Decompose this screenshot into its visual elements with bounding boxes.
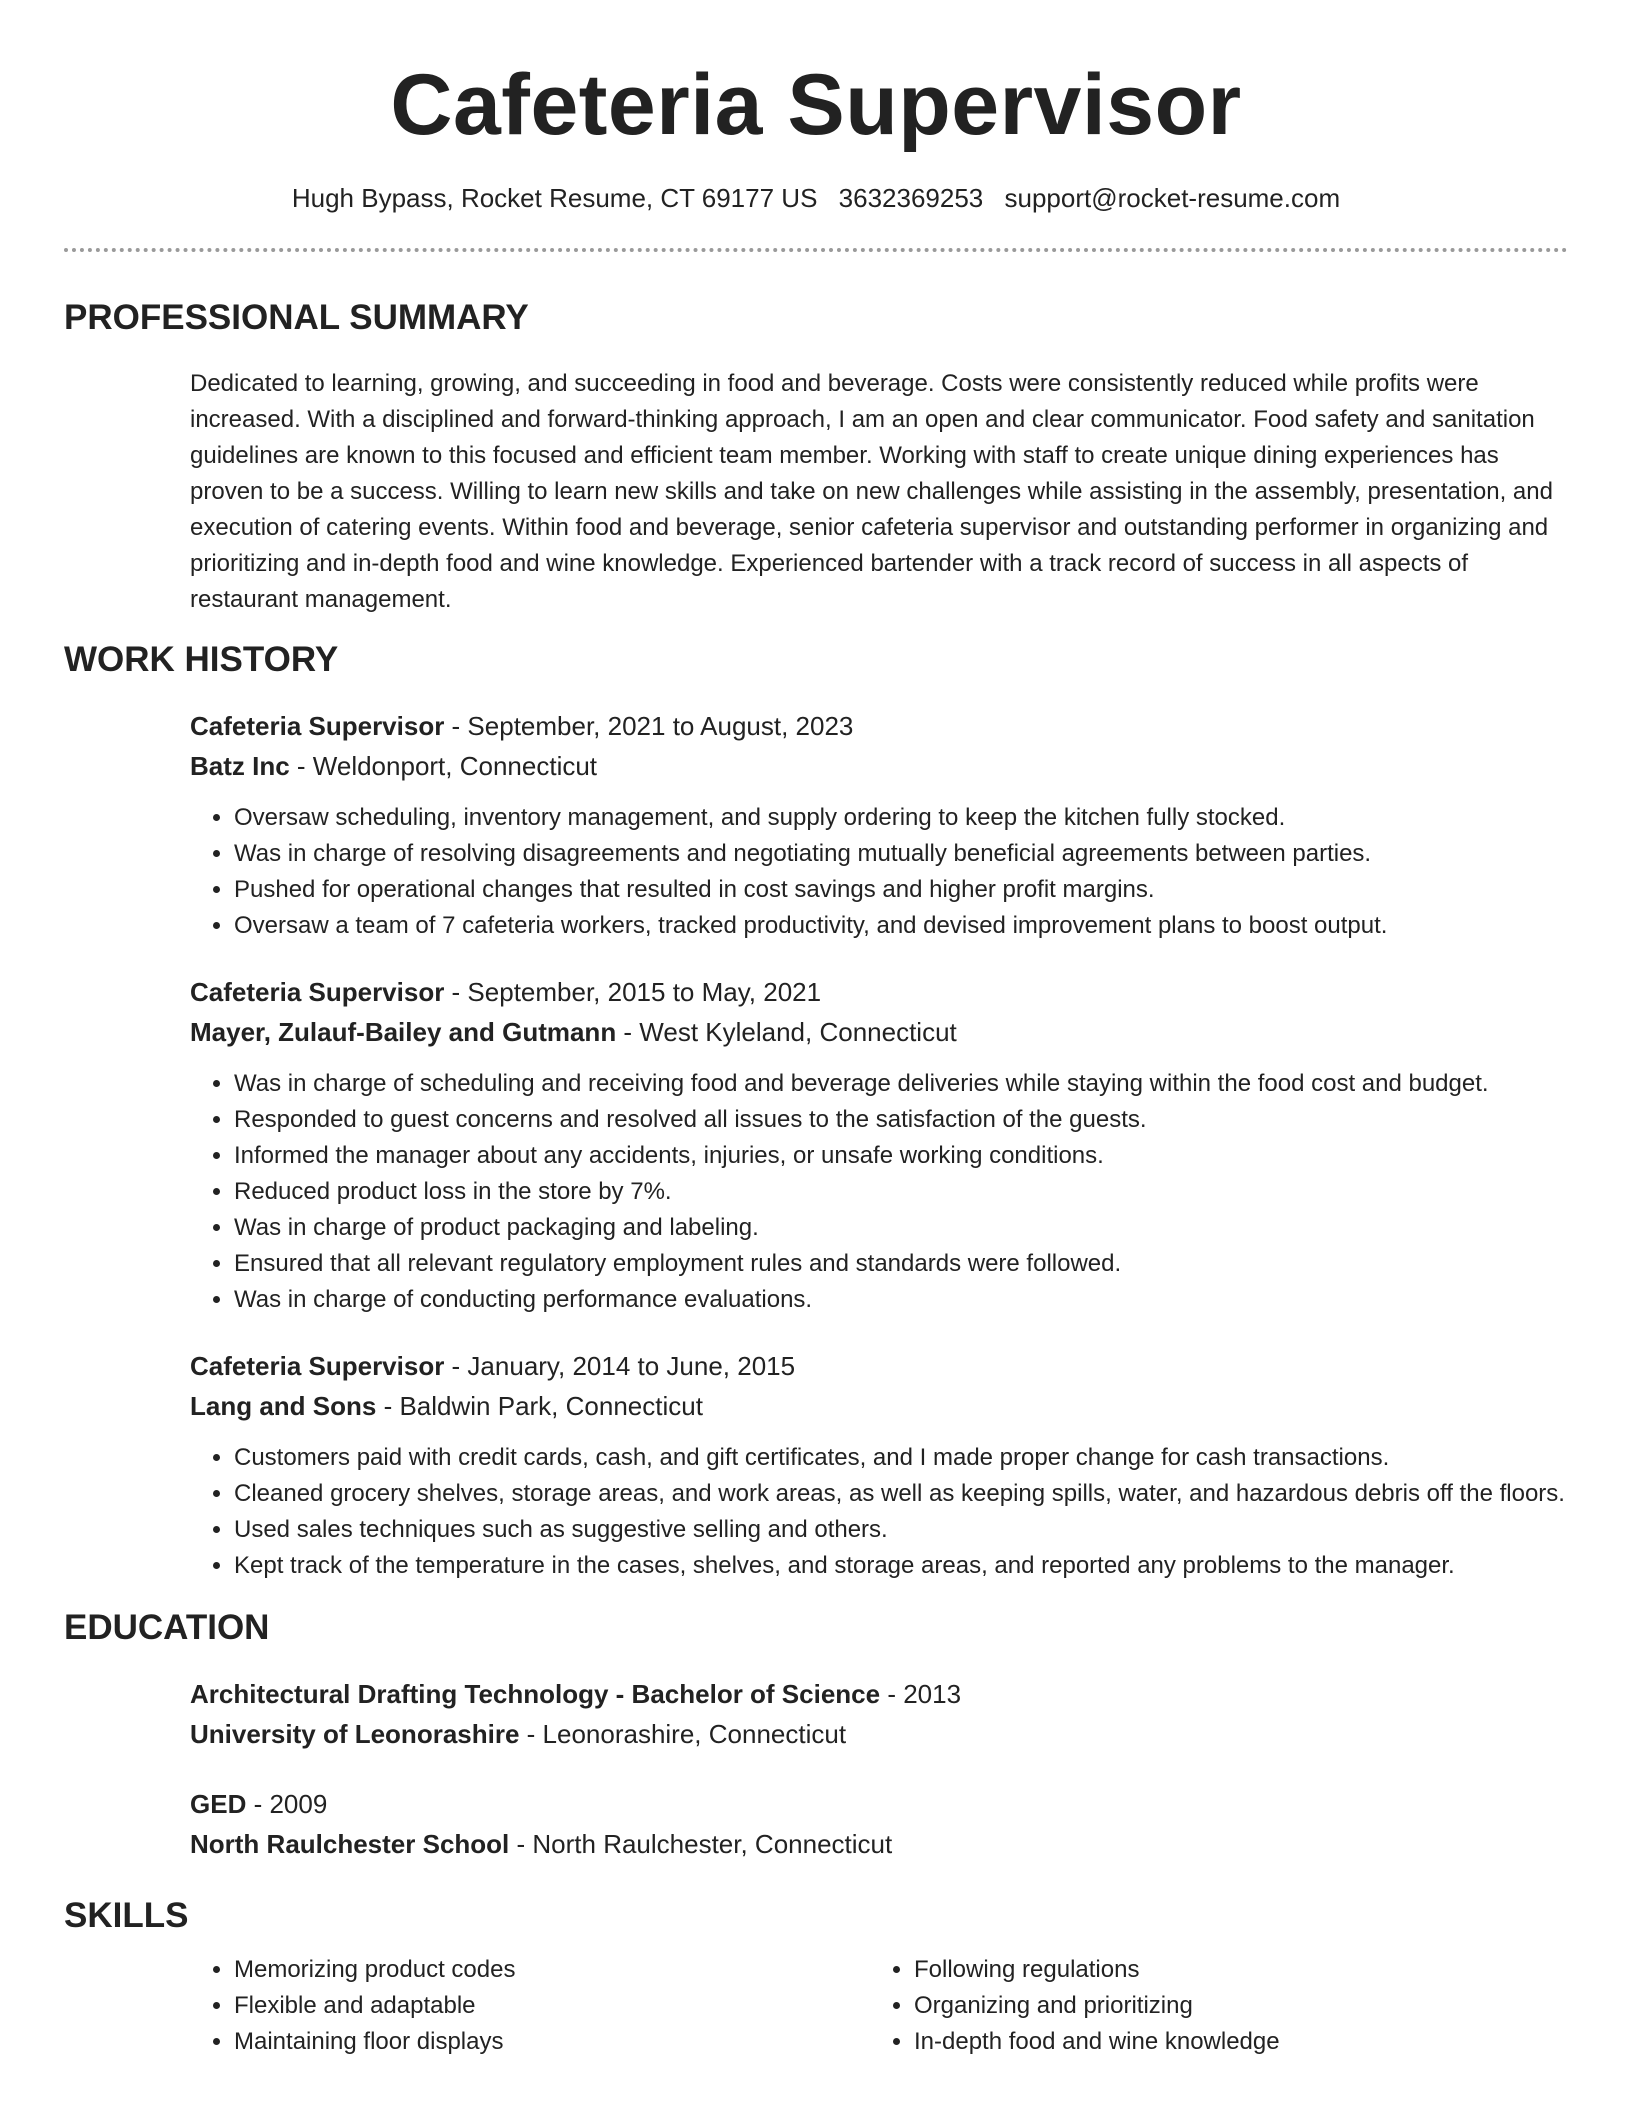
education-degree-line (190, 1784, 1568, 1824)
list-item: • Was in charge of conducting performance evaluations. (234, 1282, 1568, 1318)
education-school-line (190, 1824, 1568, 1864)
section-education (64, 1606, 1568, 1864)
skill-item: • Maintaining floor displays (234, 2024, 870, 2060)
list-item: • Informed the manager about any accidents, injuries, or unsafe working conditions. (234, 1138, 1568, 1174)
job-location: - Baldwin Park, Connecticut (376, 1391, 703, 1421)
skill-item: • Memorizing product codes (234, 1952, 870, 1988)
job-company: Mayer, Zulauf-Bailey and Gutmann (190, 1017, 617, 1047)
section-skills (64, 1894, 1568, 2060)
list-item: • Used sales techniques such as suggestive selling and others. (234, 1512, 1568, 1548)
list-item: • Cleaned grocery shelves, storage areas, and work areas, as well as keeping spills, water, and hazardous debris off the floors. (234, 1476, 1568, 1512)
section-title-summary: PROFESSIONAL SUMMARY (64, 298, 529, 337)
list-item: • Pushed for operational changes that resulted in cost savings and higher profit margins. (234, 872, 1568, 908)
job-entry (190, 972, 1568, 1318)
list-item: • Was in charge of product packaging and labeling. (234, 1210, 1568, 1246)
skill-item: • Following regulations (914, 1952, 1550, 1988)
list-item: • Was in charge of scheduling and receiving food and beverage deliveries while staying within the food cost and budget. (234, 1066, 1568, 1102)
education-entry (190, 1674, 1568, 1754)
job-dates: - January, 2014 to June, 2015 (444, 1351, 796, 1381)
education-degree: Architectural Drafting Technology - Bachelor of Science (190, 1679, 881, 1709)
list-item: • Responded to guest concerns and resolved all issues to the satisfaction of the guests. (234, 1102, 1568, 1138)
section-work-history (64, 638, 1568, 1584)
list-item: • Oversaw a team of 7 cafeteria workers, tracked productivity, and devised improvement plans to boost output. (234, 908, 1568, 944)
education-year: - 2013 (880, 1679, 962, 1709)
skills-list-right (870, 1952, 1550, 2060)
education-location: - North Raulchester, Connecticut (509, 1829, 893, 1859)
list-item: • Oversaw scheduling, inventory management, and supply ordering to keep the kitchen fully stocked. (234, 800, 1568, 836)
list-item: • Kept track of the temperature in the cases, shelves, and storage areas, and reported any problems to the manager. (234, 1548, 1568, 1584)
skills-list-left (190, 1952, 870, 2060)
job-entry (190, 1346, 1568, 1584)
header-divider (64, 248, 1568, 252)
job-title-line (190, 972, 1568, 1012)
job-position: Cafeteria Supervisor (190, 977, 445, 1007)
job-company-line (190, 1012, 1568, 1052)
job-bullets (190, 1440, 1568, 1584)
job-position: Cafeteria Supervisor (190, 1351, 445, 1381)
skills-column-left (190, 1952, 870, 2060)
job-bullets (190, 1066, 1568, 1318)
job-company: Lang and Sons (190, 1391, 377, 1421)
job-dates: - September, 2015 to May, 2021 (444, 977, 822, 1007)
contact-email: support@rocket-resume.com (1004, 183, 1341, 213)
education-entry (190, 1784, 1568, 1864)
education-year: - 2009 (246, 1789, 328, 1819)
list-item: • Was in charge of resolving disagreements and negotiating mutually beneficial agreements between parties. (234, 836, 1568, 872)
job-location: - Weldonport, Connecticut (289, 751, 598, 781)
education-degree-line (190, 1674, 1568, 1714)
job-title-line (190, 706, 1568, 746)
job-entry (190, 706, 1568, 944)
job-company-line (190, 746, 1568, 786)
skill-item: • Flexible and adaptable (234, 1988, 870, 2024)
list-item: • Customers paid with credit cards, cash, and gift certificates, and I made proper change for cash transactions. (234, 1440, 1568, 1476)
job-dates: - September, 2021 to August, 2023 (444, 711, 854, 741)
section-title-education: EDUCATION (64, 1608, 270, 1647)
job-company: Batz Inc (190, 751, 290, 781)
job-company-line (190, 1386, 1568, 1426)
summary-text: Dedicated to learning, growing, and succeeding in food and beverage. Costs were consistently reduced while profits were increased. With a disciplined and forward-thinking approach, I am an open and clear communicator. Food safety and sanitation guidelines are known to this focused and efficient team member. Working with staff to create unique dining experiences has proven to be a success. Willing to learn new skills and take on new challenges while assisting in the assembly, presentation, and execution of catering events. Within food and beverage, senior cafeteria supervisor and outstanding performer in organizing and prioritizing and in-depth food and wine knowledge. Experienced bartender with a track record of success in all aspects of restaurant management. (190, 370, 1553, 613)
education-location: - Leonorashire, Connecticut (519, 1719, 847, 1749)
section-summary (64, 296, 1568, 618)
resume-name: Cafeteria Supervisor (390, 57, 1242, 153)
contact-address: Hugh Bypass, Rocket Resume, CT 69177 US (291, 183, 818, 213)
job-bullets (190, 800, 1568, 944)
job-location: - West Kyleland, Connecticut (616, 1017, 957, 1047)
education-school: North Raulchester School (190, 1829, 510, 1859)
education-school: University of Leonorashire (190, 1719, 520, 1749)
contact-line (64, 180, 1568, 216)
education-school-line (190, 1714, 1568, 1754)
list-item: • Ensured that all relevant regulatory employment rules and standards were followed. (234, 1246, 1568, 1282)
skill-item: • Organizing and prioritizing (914, 1988, 1550, 2024)
job-title-line (190, 1346, 1568, 1386)
list-item: • Reduced product loss in the store by 7%. (234, 1174, 1568, 1210)
section-title-work: WORK HISTORY (64, 640, 339, 679)
section-title-skills: SKILLS (64, 1896, 189, 1935)
contact-phone: 3632369253 (838, 183, 984, 213)
job-position: Cafeteria Supervisor (190, 711, 445, 741)
skills-grid (190, 1952, 1568, 2060)
skill-item: • In-depth food and wine knowledge (914, 2024, 1550, 2060)
skills-column-right (870, 1952, 1550, 2060)
education-degree: GED (190, 1789, 247, 1819)
